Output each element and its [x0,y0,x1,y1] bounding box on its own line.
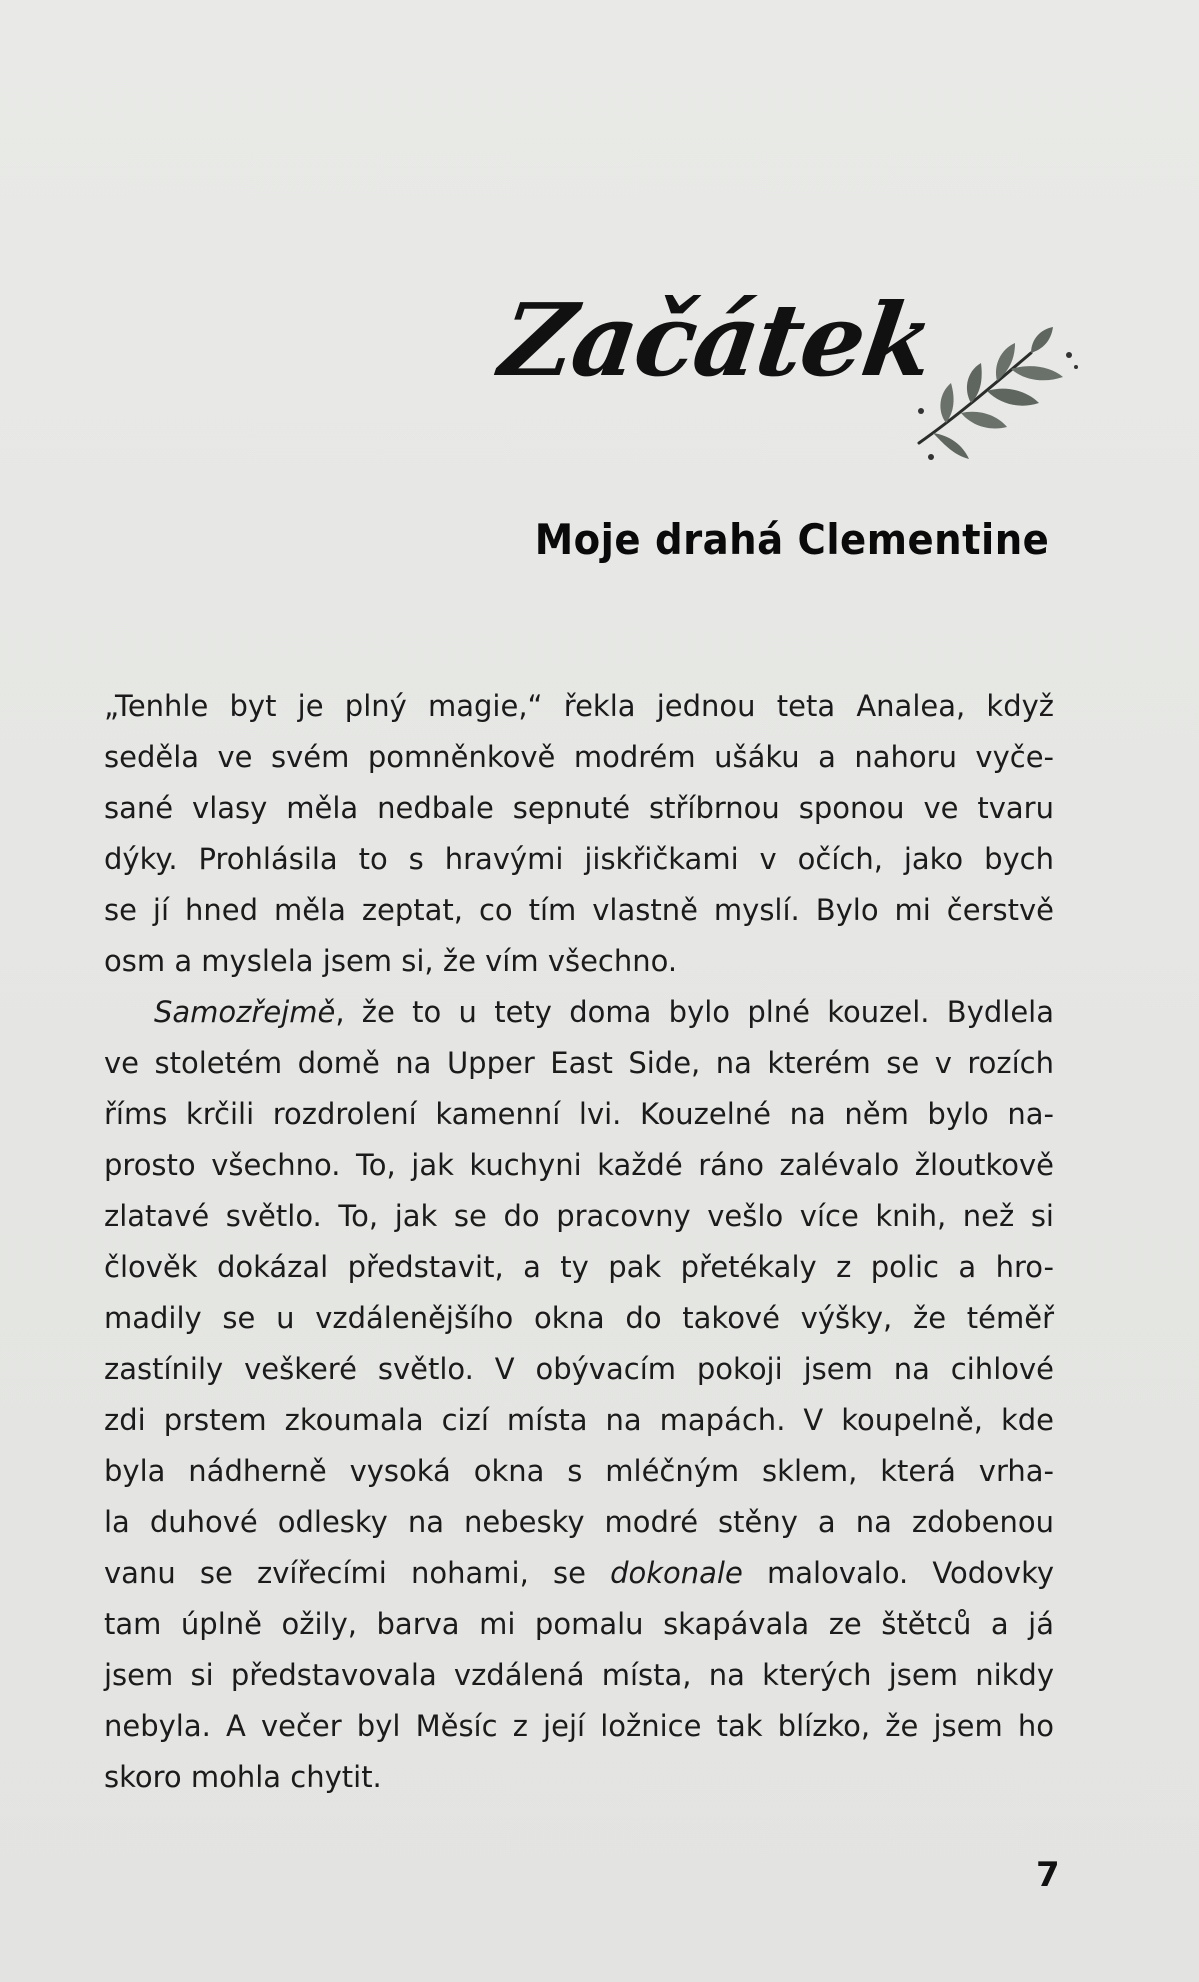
emphasis-text: Samozřejmě [154,995,336,1029]
text-line: se jí hned měla zeptat, co tím vlastně myslí. Bylo mi čerstvě [104,893,1054,927]
text-fragment: malovalo. Vodovky [742,1556,1054,1590]
text-line: zastínily veškeré světlo. V obývacím pokoji jsem na cihlové [104,1352,1054,1386]
paragraph-1 [104,681,1054,987]
text-fragment: vanu se zvířecími nohami, se [104,1556,611,1590]
text-line: nebyla. A večer byl Měsíc z její ložnice tak blízko, že jsem ho [104,1709,1054,1743]
page-number: 7 [1036,1855,1060,1895]
chapter-title: Začátek [494,281,940,399]
text-line: skoro mohla chytit. [104,1760,382,1794]
emphasis-text: dokonale [610,1556,743,1590]
text-line: osm a myslela jsem si, že vím všechno. [104,944,678,978]
text-line: sané vlasy měla nedbale sepnuté stříbrnou sponou ve tvaru [104,791,1054,825]
text-line: byla nádherně vysoká okna s mléčným sklem, která vrha- [104,1454,1054,1488]
text-line [104,1548,1054,1599]
chapter-subtitle: Moje drahá Clementine [534,515,1049,564]
text-line: jsem si představovala vzdálená místa, na kterých jsem nikdy [104,1658,1054,1692]
text-line: zlatavé světlo. To, jak se do pracovny vešlo více knih, než si [104,1199,1054,1233]
text-line: zdi prstem zkoumala cizí místa na mapách. V koupelně, kde [104,1403,1054,1437]
text-line: říms krčili rozdrolení kamenní lvi. Kouzelné na něm bylo na- [104,1097,1054,1131]
text-line: dýky. Prohlásila to s hravými jiskřičkami v očích, jako bych [104,842,1054,876]
text-line: člověk dokázal představit, a ty pak přetékaly z polic a hro- [104,1250,1054,1284]
text-line: seděla ve svém pomněnkově modrém ušáku a nahoru vyče- [104,740,1054,774]
chapter-body [104,681,1054,1803]
chapter-header [494,280,1081,480]
text-fragment: , že to u tety doma bylo plné kouzel. Bydlela [335,995,1054,1029]
text-line: „Tenhle byt je plný magie,“ řekla jednou teta Analea, když [104,689,1054,723]
text-line: prosto všechno. To, jak kuchyni každé ráno zalévalo žloutkově [104,1148,1054,1182]
text-line: la duhové odlesky na nebesky modré stěny a na zdobenou [104,1505,1054,1539]
show-through-text [100,150,1060,198]
text-line [104,987,1054,1038]
text-line: madily se u vzdálenějšího okna do takové výšky, že téměř [104,1301,1054,1335]
leaf-sprig-icon [911,325,1081,465]
paragraph-2 [104,987,1054,1803]
text-line: tam úplně ožily, barva mi pomalu skapávala ze štětců a já [104,1607,1054,1641]
text-line: ve stoletém domě na Upper East Side, na kterém se v rozích [104,1046,1054,1080]
